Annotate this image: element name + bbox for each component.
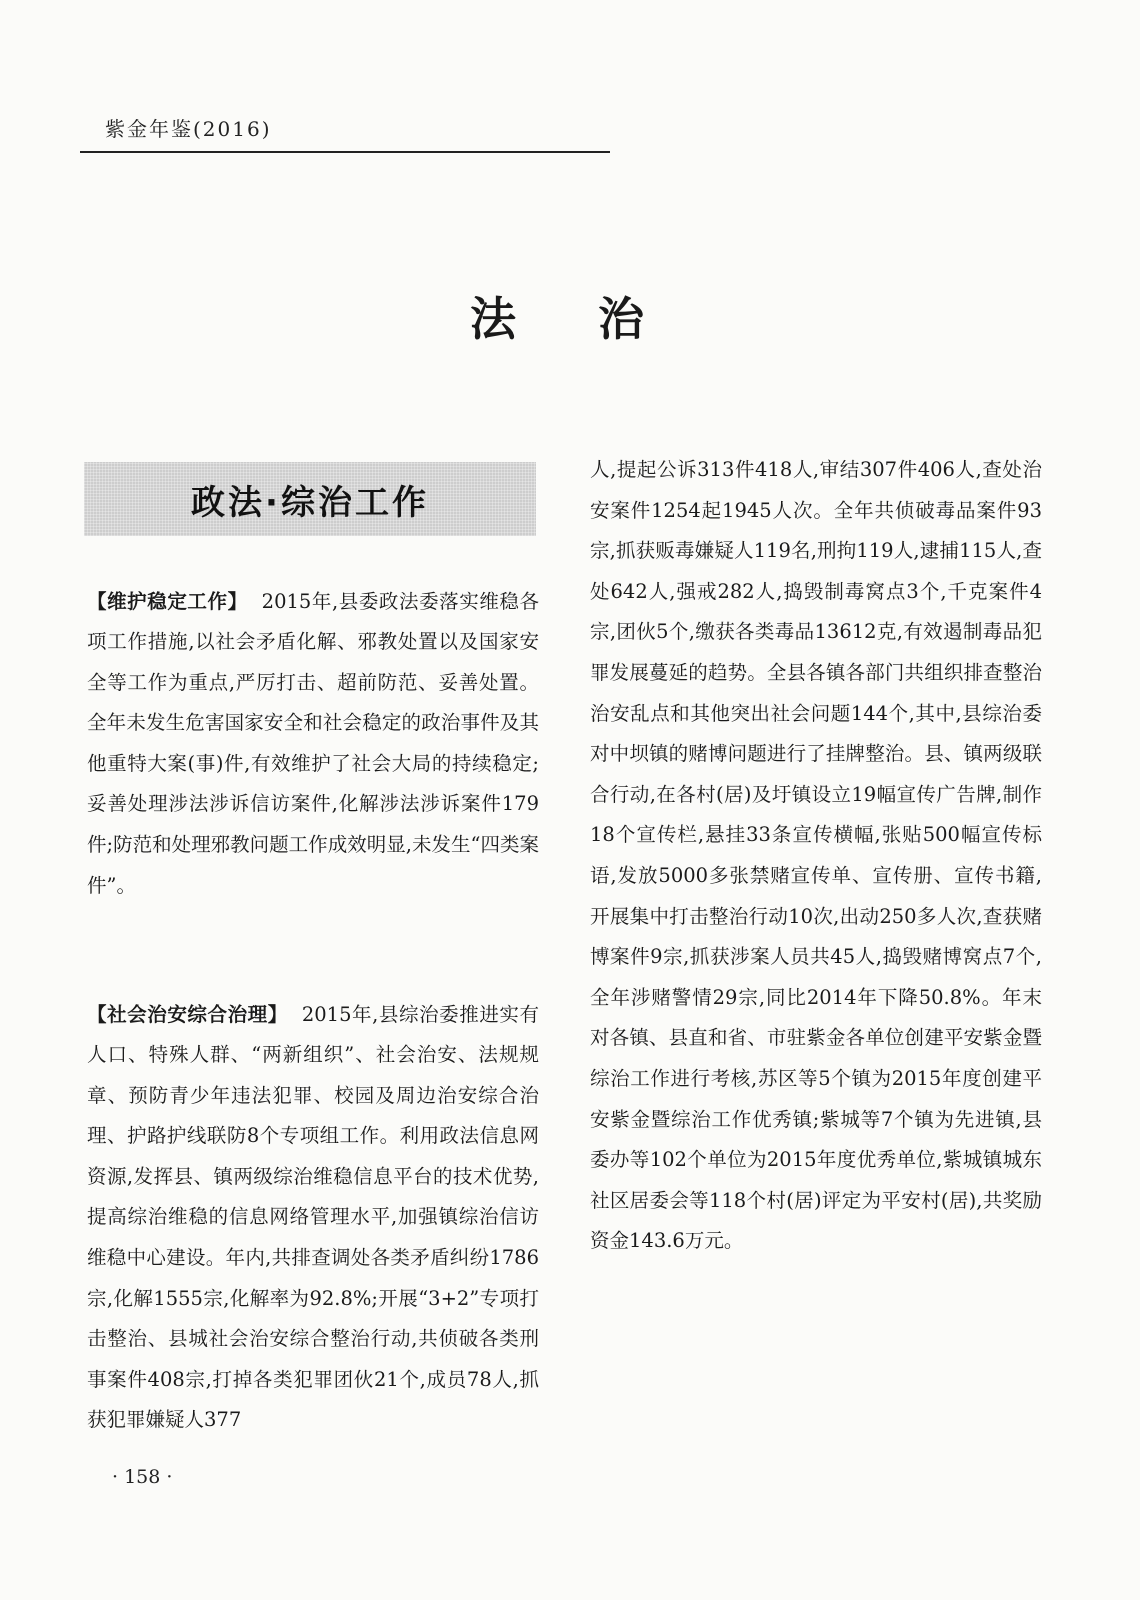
entry-term: 【社会治安综合治理】	[87, 1002, 288, 1026]
entry-paragraph	[87, 582, 539, 907]
entry-term: 【维护稳定工作】	[87, 589, 248, 613]
running-header: 紫金年鉴(2016)	[105, 117, 272, 141]
entry-stability-work	[87, 562, 539, 926]
entry-text: 2015年,县委政法委落实维稳各项工作措施,以社会矛盾化解、邪教处置以及国家安全等工作为重点,严厉打击、超前防范、妥善处置。全年未发生危害国家安全和社会稳定的政治事件及其他重特大案(事)件,有效维护了社会大局的持续稳定;妥善处理涉法涉诉信访案件,化解涉法涉诉案件179件;防范和处理邪教问题工作成效明显,未发生“四类案件”。	[87, 589, 539, 897]
right-column	[590, 450, 1042, 1262]
entry-public-security	[87, 975, 539, 1461]
entry-text: 2015年,县综治委推进实有人口、特殊人群、“两新组织”、社会治安、法规规章、预防青少年违法犯罪、校园及周边治安综合治理、护路护线联防8个专项组工作。利用政法信息网资源,发挥县、镇两级综治维稳信息平台的技术优势,提高综治维稳的信息网络管理水平,加强镇综治信访维稳中心建设。年内,共排查调处各类矛盾纠纷1786宗,化解1555宗,化解率为92.8%;开展“3+2”专项打击整治、县城社会治安综合整治行动,共侦破各类刑事案件408宗,打掉各类犯罪团伙21个,成员78人,抓获犯罪嫌疑人377	[87, 1002, 539, 1432]
section-banner	[84, 462, 536, 536]
page-number: · 158 ·	[112, 1466, 173, 1488]
section-banner-title: 政法·综治工作	[191, 482, 429, 523]
entry-paragraph	[87, 995, 539, 1442]
chapter-title: 法治	[470, 292, 726, 346]
header-rule	[80, 151, 610, 153]
right-column-text: 人,提起公诉313件418人,审结307件406人,查处治安案件1254起1945人次。全年共侦破毒品案件93宗,抓获贩毒嫌疑人119名,刑拘119人,逮捕115人,查处642人,强戒282人,捣毁制毒窝点3个,千克案件4宗,团伙5个,缴获各类毒品13612克,有效遏制毒品犯罪发展蔓延的趋势。全县各镇各部门共组织排查整治治安乱点和其他突出社会问题144个,其中,县综治委对中坝镇的赌博问题进行了挂牌整治。县、镇两级联合行动,在各村(居)及圩镇设立19幅宣传广告牌,制作18个宣传栏,悬挂33条宣传横幅,张贴500幅宣传标语,发放5000多张禁赌宣传单、宣传册、宣传书籍,开展集中打击整治行动10次,出动250多人次,查获赌博案件9宗,抓获涉案人员共45人,捣毁赌博窝点7个,全年涉赌警情29宗,同比2014年下降50.8%。年末对各镇、县直和省、市驻紫金各单位创建平安紫金暨综治工作进行考核,苏区等5个镇为2015年度创建平安紫金暨综治工作优秀镇;紫城等7个镇为先进镇,县委办等102个单位为2015年度优秀单位,紫城镇城东社区居委会等118个村(居)评定为平安村(居),共奖励资金143.6万元。	[590, 458, 1042, 1253]
